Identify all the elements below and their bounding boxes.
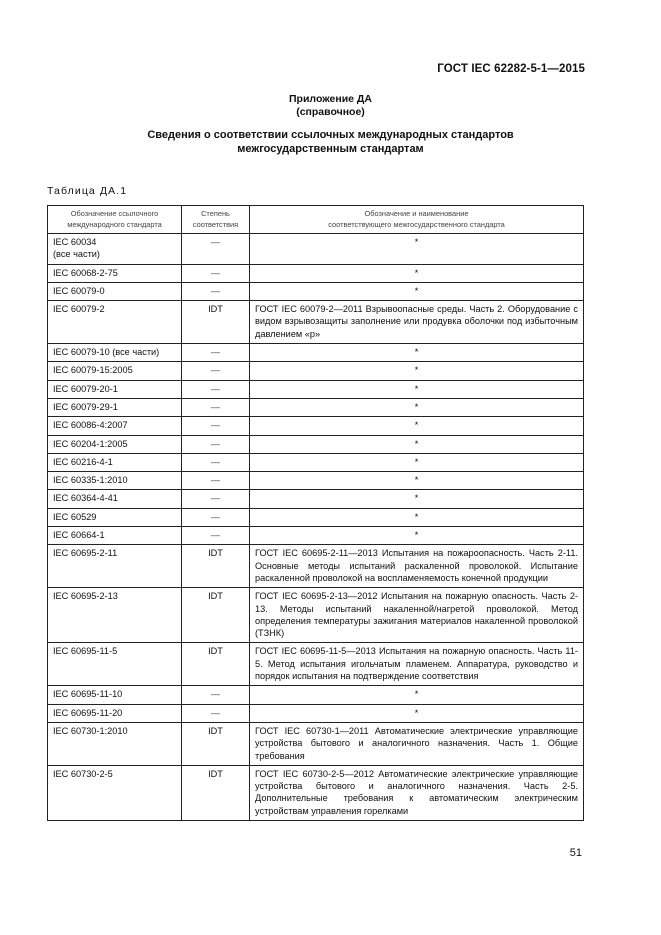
reference-code: IEC 60335-1:2010: [53, 475, 128, 486]
reference-code: IEC 60730-2-5: [53, 768, 113, 779]
cell-reference-standard: [48, 453, 182, 471]
cell-reference-standard: [48, 508, 182, 526]
cell-national-standard: *: [250, 234, 584, 265]
reference-code: IEC 60086-4:2007: [53, 420, 128, 431]
cell-degree: —: [182, 508, 250, 526]
cell-national-standard: *: [250, 398, 584, 416]
cell-reference-standard: [48, 301, 182, 344]
cell-reference-standard: [48, 704, 182, 722]
reference-code: IEC 60079-2: [53, 304, 105, 315]
cell-national-standard: ГОСТ IEC 60695-11-5—2013 Испытания на пожарную опасность. Часть 11-5. Метод испытания игольчатым пламенем. Аппаратура, руководство и порядок испытания на подтверждение соответствия: [250, 643, 584, 686]
cell-reference-standard: [48, 588, 182, 643]
cell-reference-standard: [48, 264, 182, 282]
header-col1-line1: Обозначение ссылочного: [70, 209, 159, 218]
header-col2-line1: Степень: [201, 209, 230, 218]
table-row: [48, 362, 584, 380]
cell-reference-standard: [48, 472, 182, 490]
cell-reference-standard: [48, 380, 182, 398]
reference-code: IEC 60695-11-10: [53, 689, 123, 700]
cell-degree: IDT: [182, 588, 250, 643]
cell-degree: —: [182, 704, 250, 722]
cell-degree: IDT: [182, 722, 250, 765]
cell-national-standard: *: [250, 490, 584, 508]
table-row: [48, 508, 584, 526]
header-col1-line2: международного стандарта: [67, 219, 162, 229]
table-row: [48, 344, 584, 362]
cell-degree: —: [182, 398, 250, 416]
cell-national-standard: *: [250, 344, 584, 362]
cell-national-standard: *: [250, 380, 584, 398]
reference-code: IEC 60079-10 (все части): [53, 347, 160, 358]
reference-code: IEC 60068-2-75: [53, 267, 118, 278]
cell-reference-standard: [48, 765, 182, 820]
table-row: [48, 380, 584, 398]
cell-degree: IDT: [182, 765, 250, 820]
reference-code: IEC 60079-0: [53, 285, 105, 296]
table-row: [48, 686, 584, 704]
table-caption: Таблица ДА.1: [47, 185, 128, 197]
section-title-line2: межгосударственным стандартам: [237, 143, 424, 155]
cell-degree: —: [182, 686, 250, 704]
cell-reference-standard: [48, 545, 182, 588]
cell-reference-standard: [48, 234, 182, 265]
cell-degree: —: [182, 472, 250, 490]
cell-degree: —: [182, 453, 250, 471]
table-row: [48, 588, 584, 643]
section-title-line1: Сведения о соответствии ссылочных международных стандартов: [147, 129, 514, 141]
cell-reference-standard: [48, 398, 182, 416]
table-row: [48, 765, 584, 820]
cell-national-standard: *: [250, 453, 584, 471]
table-row: [48, 527, 584, 545]
table-row: [48, 417, 584, 435]
cell-reference-standard: [48, 282, 182, 300]
cell-degree: —: [182, 362, 250, 380]
reference-code: IEC 60034: [53, 237, 97, 247]
header-national-standard: [250, 206, 584, 234]
cell-degree: —: [182, 282, 250, 300]
reference-code: IEC 60695-2-13: [53, 591, 118, 602]
cell-degree: IDT: [182, 643, 250, 686]
cell-degree: IDT: [182, 545, 250, 588]
cell-degree: IDT: [182, 301, 250, 344]
reference-code: IEC 60695-2-11: [53, 548, 118, 559]
cell-degree: —: [182, 264, 250, 282]
cell-reference-standard: [48, 527, 182, 545]
reference-code-note: (все части): [53, 249, 100, 260]
table-row: [48, 545, 584, 588]
table-row: [48, 435, 584, 453]
header-col2-line2: соответствия: [192, 219, 239, 229]
cell-degree: —: [182, 527, 250, 545]
cell-degree: —: [182, 380, 250, 398]
table-row: [48, 264, 584, 282]
cell-degree: —: [182, 344, 250, 362]
table-row: [48, 398, 584, 416]
cell-national-standard: ГОСТ IEC 60730-2-5—2012 Автоматические электрические управляющие устройства бытового и аналогичного назначения. Часть 2-5. Дополнительные требования к автоматическим электрическим устройствам управления горелками: [250, 765, 584, 820]
table-row: [48, 704, 584, 722]
cell-national-standard: *: [250, 264, 584, 282]
appendix-title-block: [0, 93, 661, 119]
reference-code: IEC 60664-1: [53, 530, 105, 541]
header-col3-line1: Обозначение и наименование: [364, 209, 469, 218]
cell-national-standard: *: [250, 686, 584, 704]
cell-reference-standard: [48, 362, 182, 380]
reference-code: IEC 60529: [53, 511, 97, 522]
cell-degree: —: [182, 490, 250, 508]
cell-national-standard: *: [250, 282, 584, 300]
table-row: [48, 472, 584, 490]
cell-degree: —: [182, 417, 250, 435]
reference-code: IEC 60695-11-20: [53, 707, 123, 718]
cell-national-standard: ГОСТ IEC 60695-2-11—2013 Испытания на пожароопасность. Часть 2-11. Основные методы испытаний раскаленной проволокой. Испытание раскаленной проволокой на воспламеняемость конечной продукции: [250, 545, 584, 588]
cell-reference-standard: [48, 344, 182, 362]
reference-code: IEC 60204-1:2005: [53, 438, 128, 449]
table-row: [48, 643, 584, 686]
cell-national-standard: *: [250, 704, 584, 722]
cell-national-standard: ГОСТ IEC 60730-1—2011 Автоматические электрические управляющие устройства бытового и аналогичного назначения. Часть 1. Общие требования: [250, 722, 584, 765]
table-row: [48, 722, 584, 765]
cell-national-standard: *: [250, 362, 584, 380]
reference-code: IEC 60079-20-1: [53, 383, 118, 394]
table-row: [48, 490, 584, 508]
header-reference-standard: [48, 206, 182, 234]
document-header-code: ГОСТ IEC 62282-5-1—2015: [437, 63, 585, 75]
cell-national-standard: *: [250, 508, 584, 526]
cell-degree: —: [182, 435, 250, 453]
correspondence-table: [47, 205, 584, 821]
reference-code: IEC 60730-1:2010: [53, 725, 128, 736]
table-header-row: [48, 206, 584, 234]
reference-code: IEC 60364-4-41: [53, 493, 118, 504]
cell-reference-standard: [48, 490, 182, 508]
table-body: [48, 234, 584, 821]
cell-national-standard: *: [250, 435, 584, 453]
cell-national-standard: *: [250, 417, 584, 435]
reference-code: IEC 60079-29-1: [53, 401, 118, 412]
header-degree: [182, 206, 250, 234]
appendix-title: Приложение ДА: [289, 93, 372, 105]
header-col3-line2: соответствующего межгосударственного стандарта: [328, 219, 505, 229]
cell-national-standard: *: [250, 527, 584, 545]
section-title-block: [0, 128, 661, 156]
cell-reference-standard: [48, 417, 182, 435]
cell-national-standard: ГОСТ IEC 60079-2—2011 Взрывоопасные среды. Часть 2. Оборудование с видом взрывозащиты заполнение или продувка оболочки под избыточным давлением «р»: [250, 301, 584, 344]
reference-code: IEC 60079-15:2005: [53, 365, 133, 376]
cell-national-standard: ГОСТ IEC 60695-2-13—2012 Испытания на пожарную опасность. Часть 2-13. Методы испытаний накаленной/нагретой проволокой. Метод определения температуры зажигания материалов накаленной проволокой (ТЗНК): [250, 588, 584, 643]
cell-national-standard: *: [250, 472, 584, 490]
appendix-subtitle: (справочное): [296, 106, 365, 118]
cell-reference-standard: [48, 722, 182, 765]
table-row: [48, 282, 584, 300]
cell-reference-standard: [48, 643, 182, 686]
reference-code: IEC 60695-11-5: [53, 646, 118, 657]
reference-code: IEC 60216-4-1: [53, 456, 113, 467]
page-number: 51: [569, 847, 582, 859]
table-row: [48, 234, 584, 265]
table-row: [48, 453, 584, 471]
cell-reference-standard: [48, 435, 182, 453]
table-row: [48, 301, 584, 344]
cell-degree: —: [182, 234, 250, 265]
cell-reference-standard: [48, 686, 182, 704]
